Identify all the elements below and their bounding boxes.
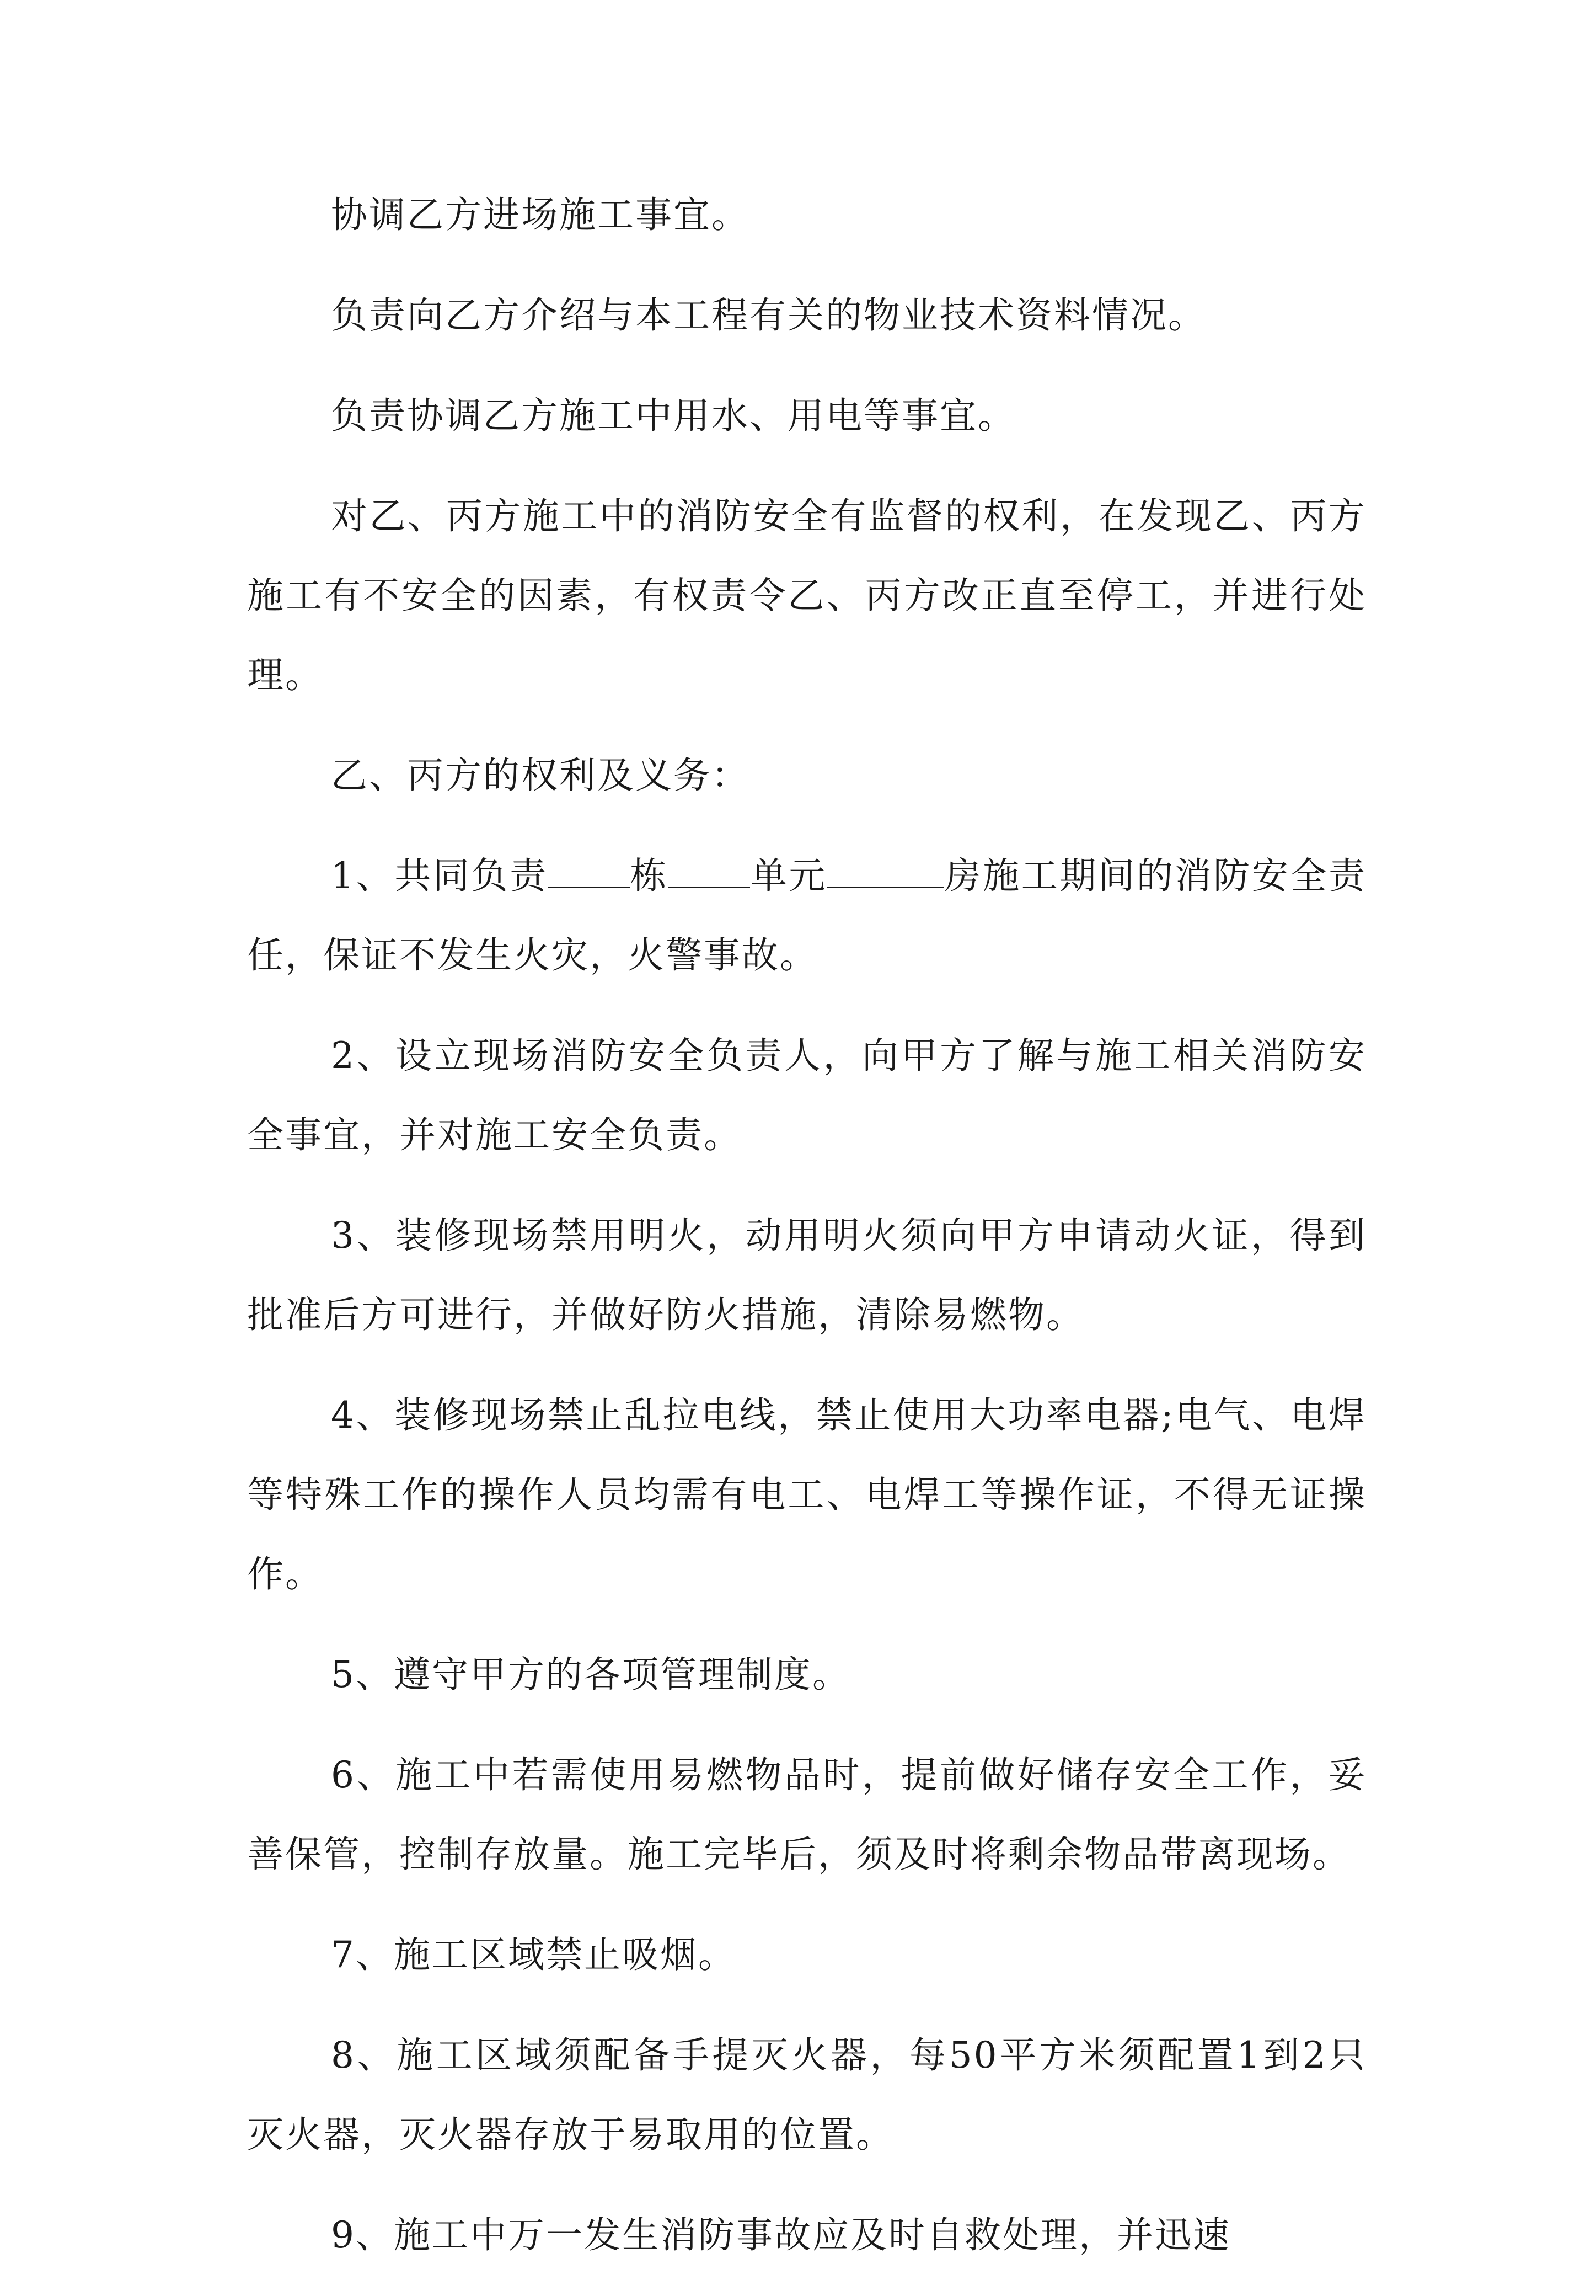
list-item: 8、施工区域须配备手提灭火器，每50平方米须配置1到2只灭火器，灭火器存放于易取用的位置。 xyxy=(247,2034,1367,2156)
item-text: 单元 xyxy=(750,855,828,897)
list-item xyxy=(247,836,1367,995)
list-item: 7、施工区域禁止吸烟。 xyxy=(331,1934,736,1976)
document-body xyxy=(247,175,1367,2296)
item-text: 房施工期间的消防安全责任，保证不发生火灾，火警事故。 xyxy=(247,855,1367,976)
paragraph: 对乙、丙方施工中的消防安全有监督的权利，在发现乙、丙方施工有不安全的因素，有权责令乙、丙方改正直至停工，并进行处理。 xyxy=(247,495,1367,696)
list-item: 3、装修现场禁用明火，动用明火须向甲方申请动火证，得到批准后方可进行，并做好防火措施，清除易燃物。 xyxy=(247,1214,1367,1336)
list-item: 4、装修现场禁止乱拉电线，禁止使用大功率电器;电气、电焊等特殊工作的操作人员均需有电工、电焊工等操作证，不得无证操作。 xyxy=(247,1394,1367,1595)
fill-in-blank xyxy=(827,853,944,888)
item-text: 栋 xyxy=(629,855,669,897)
paragraph: 负责向乙方介绍与本工程有关的物业技术资料情况。 xyxy=(331,294,1206,337)
fill-in-blank xyxy=(548,853,630,888)
list-item: 2、设立现场消防安全负责人，向甲方了解与施工相关消防安全事宜，并对施工安全负责。 xyxy=(247,1034,1367,1156)
list-item: 9、施工中万一发生消防事故应及时自救处理，并迅速 xyxy=(331,2214,1231,2256)
list-item: 5、遵守甲方的各项管理制度。 xyxy=(331,1653,850,1696)
section-heading: 乙、丙方的权利及义务： xyxy=(331,754,749,797)
fill-in-blank xyxy=(668,853,750,888)
item-text: 1、共同负责 xyxy=(331,855,548,897)
paragraph: 负责协调乙方施工中用水、用电等事宜。 xyxy=(331,394,1016,437)
paragraph: 协调乙方进场施工事宜。 xyxy=(331,194,749,236)
list-item: 6、施工中若需使用易燃物品时，提前做好储存安全工作，妥善保管，控制存放量。施工完毕后，须及时将剩余物品带离现场。 xyxy=(247,1754,1367,1876)
